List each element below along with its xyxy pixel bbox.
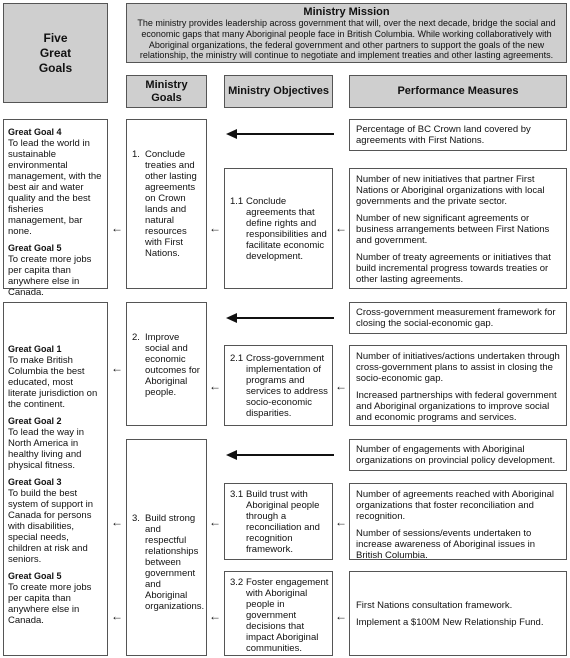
great-goal-text: To lead the way in North America in healthy living and physical fitness. [8,427,85,471]
goal-text: Improve social and economic outcomes for Aboriginal people. [145,332,200,398]
performance-measure: Number of agreements reached with Aboriginal organizations that foster reconciliation and recognition. [356,489,555,522]
great-goal-text: To create more jobs per capita than anywhere else in Canada. [8,582,92,626]
objective-text: Cross-government implementation of programs and services to address socio-economic disparities. [246,353,328,419]
performance-measure: Cross-government measurement framework for closing the social-economic gap. [356,307,556,329]
long-arrow-icon [226,313,334,323]
left-arrow-icon: ← [335,609,347,623]
left-arrow-icon: ← [335,221,347,235]
objective-number: 3.2 [230,577,244,588]
great-goal-title: Great Goal 1 [8,344,62,354]
long-arrow-icon [226,450,334,460]
performance-measure: Implement a $100M New Relationship Fund. [356,617,544,628]
objective-text: Foster engagement with Aboriginal people in government decisions that impact Aboriginal communities. [246,577,329,654]
left-arrow-icon: ← [209,221,221,235]
great-goal-title: Great Goal 5 [8,571,62,581]
objective-number: 3.1 [230,489,244,500]
left-arrow-icon: ← [209,515,221,529]
goal-number: 1. [132,149,140,160]
great-goal-text: To create more jobs per capita than anywhere else in Canada. [8,254,92,298]
great-goal-title: Great Goal 5 [8,243,62,253]
left-arrow-icon: ← [335,379,347,393]
left-arrow-icon: ← [111,361,123,375]
performance-measure: Number of sessions/events undertaken to increase awareness of Aboriginal issues in British Columbia. [356,528,536,561]
goal-number: 2. [132,332,140,343]
performance-measure: Number of new significant agreements or business arrangements between First Nations and government. [356,213,550,246]
left-arrow-icon: ← [209,609,221,623]
objective-text: Build trust with Aboriginal people through a reconciliation and recognition framework. [246,489,320,555]
mission-title: Ministry Mission [303,6,390,18]
mission-text: The ministry provides leadership across government that will, over the next decade, bridge the social and economic gaps that many Aboriginal people face in British Columbia. While working collaboratively with Aboriginal organizations, the federal government and other partners to support the goals of the new relationship, the ministry will continue to negotiate and implement treaties and other lasting agreements. [137,18,556,61]
five-great-goals-header: Five Great Goals [3,3,108,103]
long-arrow-icon [226,129,334,139]
left-arrow-icon: ← [335,515,347,529]
left-arrow-icon: ← [209,379,221,393]
performance-measures-header: Performance Measures [349,75,567,108]
objective-number: 1.1 [230,196,244,207]
great-goal-title: Great Goal 3 [8,477,62,487]
great-goal-text: To lead the world in sustainable environmental management, with the best air and water quality and the best fisheries management, bar none. [8,138,102,237]
performance-measure: Number of treaty agreements or initiatives that build incremental progress towards treaties or other lasting agreements. [356,252,551,285]
performance-measure: Increased partnerships with federal government and Aboriginal organizations to improve social and economic programs and services. [356,390,557,423]
goal-number: 3. [132,513,140,524]
performance-measure: Number of initiatives/actions undertaken through cross-government plans to assist in closing the socio-economic gap. [356,351,560,384]
performance-measure: First Nations consultation framework. [356,600,513,611]
great-goal-text: To build the best system of support in Canada for persons with disabilities, special needs, children at risk and seniors. [8,488,94,565]
great-goal-title: Great Goal 4 [8,127,62,137]
great-goal-text: To make British Columbia the best educated, most literate jurisdiction on the continent. [8,355,98,410]
goal-text: Build strong and respectful relationships between government and Aboriginal organizations. [145,513,205,612]
goal-text: Conclude treaties and other lasting agreements on Crown lands and natural resources with First Nations. [145,149,197,259]
ministry-objectives-header: Ministry Objectives [224,75,333,108]
performance-measure: Number of engagements with Aboriginal organizations on provincial policy development. [356,444,556,466]
ministry-goals-header: Ministry Goals [126,75,207,108]
objective-text: Conclude agreements that define rights and responsibilities and facilitate economic development. [246,196,327,262]
left-arrow-icon: ← [111,515,123,529]
performance-measure: Percentage of BC Crown land covered by agreements with First Nations. [356,124,531,146]
objective-number: 2.1 [230,353,244,364]
left-arrow-icon: ← [111,609,123,623]
left-arrow-icon: ← [111,221,123,235]
performance-measure: Number of new initiatives that partner First Nations or Aboriginal organizations with local governments and the private sector. [356,174,545,207]
great-goal-title: Great Goal 2 [8,416,62,426]
